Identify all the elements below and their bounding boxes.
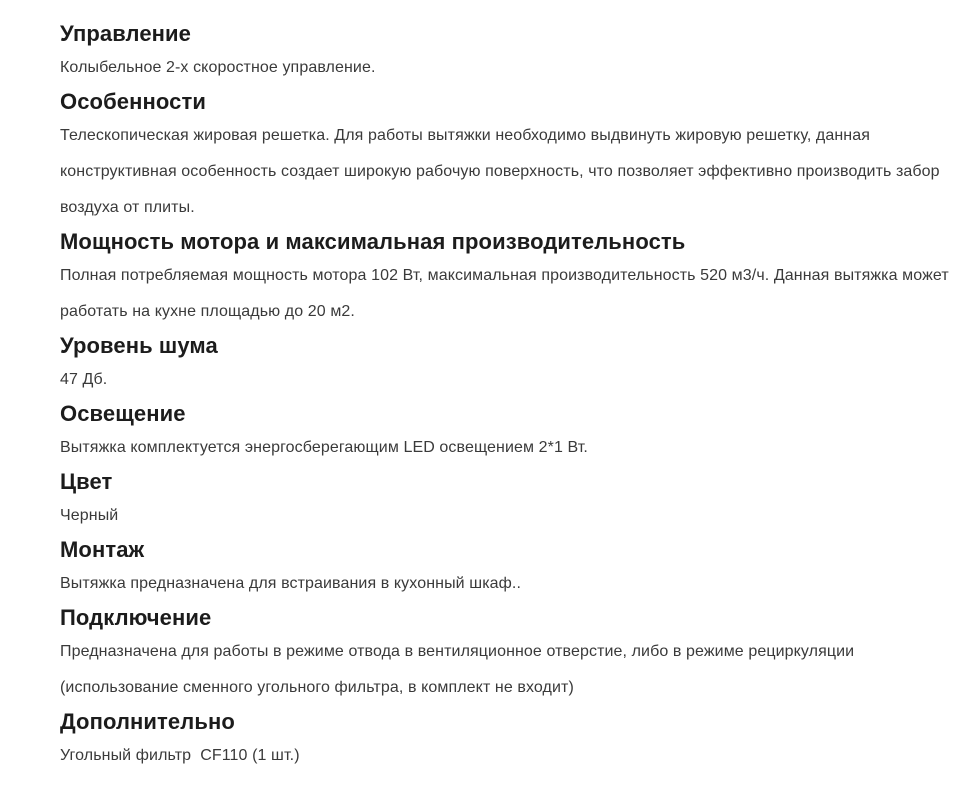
section-paragraph: Полная потребляемая мощность мотора 102 Вт, максимальная производительность 520 м3/ч. Данная вытяжка может работать на кухне площадью до 20 м2. <box>60 267 954 320</box>
section-lighting <box>60 401 972 466</box>
section-paragraph: Предназначена для работы в режиме отвода в вентиляционное отверстие, либо в режиме рециркуляции (использование сменного угольного фильтра, в комплект не входит) <box>60 643 859 696</box>
section-paragraph: Телескопическая жировая решетка. Для работы вытяжки необходимо выдвинуть жировую решетку, данная конструктивная особенность создает широкую рабочую поверхность, что позволяет эффективно производить забор воздуха от плиты. <box>60 127 945 216</box>
specs-content <box>60 21 972 774</box>
section-paragraph: Угольный фильтр CF110 (1 шт.) <box>60 747 300 764</box>
section-heading: Управление <box>60 21 192 46</box>
section-paragraph: Вытяжка комплектуется энергосберегающим LED освещением 2*1 Вт. <box>60 439 588 456</box>
section-heading: Цвет <box>60 469 113 494</box>
section-paragraph: Вытяжка предназначена для встраивания в кухонный шкаф.. <box>60 575 521 592</box>
section-connection <box>60 605 972 706</box>
section-features <box>60 89 972 226</box>
section-heading: Мощность мотора и максимальная производительность <box>60 229 686 254</box>
section-control <box>60 21 972 86</box>
section-heading: Особенности <box>60 89 206 114</box>
section-motor-power <box>60 229 972 330</box>
section-heading: Подключение <box>60 605 212 630</box>
section-paragraph: 47 Дб. <box>60 371 108 388</box>
section-noise-level <box>60 333 972 398</box>
section-paragraph: Черный <box>60 507 119 524</box>
section-heading: Освещение <box>60 401 186 426</box>
section-mounting <box>60 537 972 602</box>
section-additional <box>60 709 972 774</box>
section-heading: Уровень шума <box>60 333 218 358</box>
section-heading: Монтаж <box>60 537 145 562</box>
section-color <box>60 469 972 534</box>
section-heading: Дополнительно <box>60 709 235 734</box>
section-paragraph: Колыбельное 2-х скоростное управление. <box>60 59 376 76</box>
